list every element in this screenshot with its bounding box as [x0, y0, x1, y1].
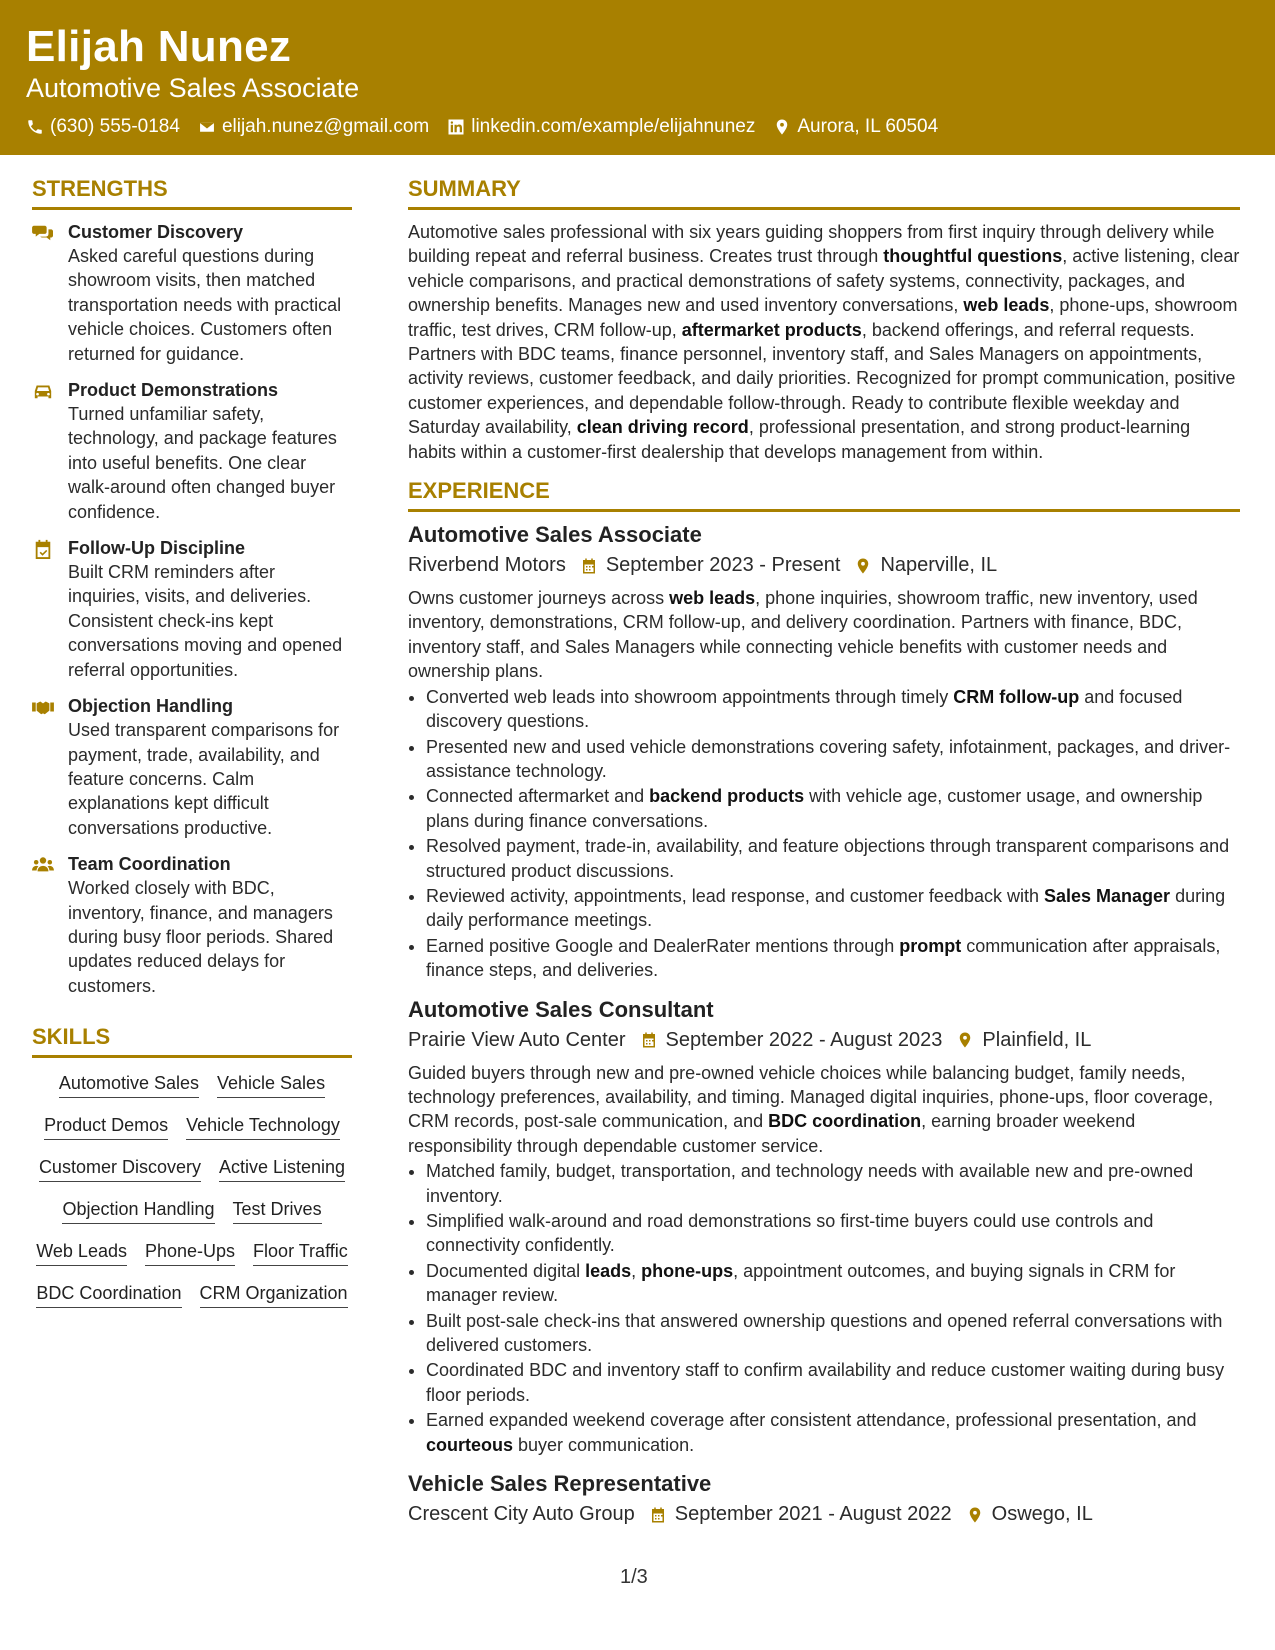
job-bullet — [426, 1209, 1240, 1258]
strengths-heading: STRENGTHS — [32, 176, 352, 210]
skills-list — [32, 1068, 352, 1312]
text-segment: , professional presentation, and strong product-learning habits within a customer-first dealership that develops management from within. — [408, 417, 1191, 462]
contact-bar — [26, 116, 938, 138]
text-segment: Documented digital — [426, 1260, 586, 1281]
bold-text: web leads — [669, 588, 756, 609]
skill-tag: Floor Traffic — [253, 1240, 348, 1266]
text-segment: buyer communication. — [513, 1434, 695, 1455]
job-dates: September 2021 - August 2022 — [674, 1503, 952, 1526]
text-segment: Presented new and used vehicle demonstrations covering safety, infotainment, packages, and driver-assistance technology. — [426, 736, 1231, 781]
job-entry — [408, 522, 1240, 983]
text-segment: Earned expanded weekend coverage after consistent attendance, professional presentation, and — [426, 1410, 1197, 1431]
text-segment: Matched family, budget, transportation, and technology needs with available new and pre-owned inventory. — [426, 1161, 1194, 1206]
job-dates: September 2022 - August 2023 — [665, 1028, 943, 1051]
bold-text: BDC coordination — [768, 1111, 922, 1132]
bold-text: backend products — [649, 786, 805, 807]
text-segment: Guided buyers through new and pre-owned vehicle choices while balancing budget, family needs, technology preferences, availability, and timing. Managed digital inquiries, phone-ups, floor coverage, CRM records, post-sale communication, and — [408, 1062, 1214, 1132]
strength-item — [32, 852, 352, 998]
contact-location — [773, 116, 938, 138]
job-description — [408, 1061, 1240, 1159]
text-segment: , phone inquiries, showroom traffic, new inventory, used inventory, demonstrations, CRM follow-up, and delivery coordination. Partners with finance, BDC, inventory staff, and Sales Managers while connecting vehicle benefits with customer needs and ownership plans. — [408, 588, 1198, 682]
job-bullet — [426, 1358, 1240, 1407]
job-bullet — [426, 735, 1240, 784]
job-title: Automotive Sales Associate — [408, 522, 702, 548]
page-number: 1/3 — [620, 1566, 648, 1588]
strength-desc: Used transparent comparisons for payment, trade, availability, and feature concerns. Calm explanations kept difficult conversations productive. — [68, 720, 340, 838]
chat-bubbles-icon — [32, 223, 54, 243]
job-bullet — [426, 1259, 1240, 1308]
phone-icon — [26, 118, 44, 136]
strength-item — [32, 694, 352, 840]
right-column — [408, 176, 1240, 1540]
text-segment: Coordinated BDC and inventory staff to confirm availability and reduce customer waiting during busy floor periods. — [426, 1360, 1225, 1405]
text-segment: Connected aftermarket and — [426, 786, 650, 807]
location-pin-icon — [854, 557, 872, 575]
strength-title: Follow-Up Discipline — [68, 538, 246, 559]
job-dates: September 2023 - Present — [605, 554, 841, 577]
text-segment: Earned positive Google and DealerRater mentions through — [426, 935, 900, 956]
text-segment: , phone-ups, showroom traffic, test drives, CRM follow-up, — [408, 295, 1238, 340]
strength-desc: Asked careful questions during showroom visits, then matched transportation needs with practical vehicle choices. Customers often returned for guidance. — [68, 246, 342, 364]
skills-section — [32, 1024, 352, 1312]
text-segment: Resolved payment, trade-in, availability, and feature objections through transparent comparisons and structured product discussions. — [426, 836, 1230, 881]
skill-tag: Web Leads — [36, 1240, 127, 1266]
text-segment: , appointment outcomes, and buying signals in CRM for manager review. — [426, 1260, 1176, 1306]
left-column — [32, 176, 352, 1312]
job-bullets — [408, 1159, 1240, 1457]
strength-title: Team Coordination — [68, 854, 231, 875]
location-pin-icon — [773, 118, 791, 136]
text-segment: and focused discovery questions. — [426, 686, 1183, 732]
car-icon — [32, 381, 54, 401]
strength-item — [32, 220, 352, 366]
handshake-icon — [32, 697, 54, 717]
strength-desc: Built CRM reminders after inquiries, visits, and deliveries. Consistent check-ins kept conversations moving and opened referral opportunities. — [68, 562, 343, 680]
job-location: Naperville, IL — [880, 554, 998, 577]
bold-text: CRM follow-up — [953, 686, 1080, 707]
skill-tag: Customer Discovery — [39, 1156, 201, 1182]
job-location: Plainfield, IL — [982, 1028, 1092, 1051]
skill-tag: Test Drives — [233, 1198, 322, 1224]
linkedin-icon — [447, 118, 465, 136]
job-bullet — [426, 934, 1240, 983]
contact-email-text: elijah.nunez@gmail.com — [221, 116, 430, 137]
job-entry — [408, 1471, 1240, 1526]
resume-header — [0, 0, 1275, 155]
location-pin-icon — [956, 1031, 974, 1049]
contact-phone[interactable] — [26, 116, 180, 138]
job-bullet — [426, 784, 1240, 833]
text-segment: , backend offerings, and referral requests. Partners with BDC teams, finance personnel, inventory staff, and Sales Managers on appointments, activity reviews, customer feedback, and daily priorities. Recognized for prompt communication, positive customer experiences, and dependable follow-through. Ready to contribute flexible weekday and Saturday availability, — [408, 319, 1236, 438]
skill-tag: Objection Handling — [62, 1198, 214, 1224]
strength-title: Objection Handling — [68, 696, 233, 717]
text-segment: Automotive sales professional with six years guiding shoppers from first inquiry through delivery while building repeat and referral business. Creates trust through — [408, 222, 1215, 267]
job-bullet — [426, 1159, 1240, 1208]
bold-text: leads — [585, 1260, 632, 1281]
summary-text — [408, 220, 1240, 464]
text-segment: , — [631, 1260, 642, 1281]
strength-title: Product Demonstrations — [68, 380, 279, 401]
job-meta — [408, 1029, 1240, 1052]
text-segment: Converted web leads into showroom appointments through timely — [426, 686, 954, 707]
experience-heading: EXPERIENCE — [408, 478, 1240, 512]
bold-text: prompt — [899, 935, 962, 956]
contact-phone-text: (630) 555-0184 — [50, 116, 180, 137]
job-location: Oswego, IL — [991, 1503, 1093, 1526]
skill-tag: Automotive Sales — [59, 1072, 199, 1098]
bold-text: Sales Manager — [1044, 885, 1171, 906]
users-icon — [32, 855, 54, 875]
skill-tag: Active Listening — [219, 1156, 345, 1182]
skill-tag: CRM Organization — [200, 1282, 348, 1308]
job-company: Prairie View Auto Center — [408, 1028, 626, 1051]
summary-heading: SUMMARY — [408, 176, 1240, 210]
bold-text: phone-ups — [641, 1260, 734, 1281]
job-bullet — [426, 685, 1240, 734]
experience-list — [408, 522, 1240, 1526]
text-segment: Owns customer journeys across — [408, 588, 670, 609]
job-bullet — [426, 834, 1240, 883]
text-segment: , earning broader weekend responsibility through dependable customer service. — [408, 1111, 1136, 1156]
job-meta — [408, 554, 1240, 577]
email-icon — [198, 118, 216, 136]
calendar-icon — [649, 1506, 667, 1524]
strength-desc: Worked closely with BDC, inventory, finance, and managers during busy floor periods. Shared updates reduced delays for customers. — [68, 878, 334, 996]
bold-text: web leads — [963, 295, 1050, 316]
job-bullet — [426, 884, 1240, 933]
job-company: Crescent City Auto Group — [408, 1503, 635, 1526]
job-title: Automotive Sales Consultant — [408, 996, 714, 1022]
strength-item — [32, 536, 352, 682]
calendar-icon — [640, 1031, 658, 1049]
job-description — [408, 586, 1240, 684]
strength-desc: Turned unfamiliar safety, technology, and package features into useful benefits. One clear walk-around often changed buyer confidence. — [68, 404, 337, 522]
strength-title: Customer Discovery — [68, 222, 244, 242]
location-pin-icon — [966, 1506, 984, 1524]
job-title: Vehicle Sales Representative — [408, 1471, 712, 1497]
contact-linkedin[interactable] — [447, 116, 755, 138]
calendar-check-icon — [32, 539, 54, 559]
bold-text: courteous — [426, 1434, 514, 1455]
strength-item — [32, 378, 352, 524]
skill-tag: Vehicle Technology — [186, 1114, 340, 1140]
job-bullet — [426, 1408, 1240, 1457]
skill-tag: Vehicle Sales — [217, 1072, 325, 1098]
skill-tag: Product Demos — [44, 1114, 168, 1140]
text-segment: with vehicle age, customer usage, and ownership plans during finance conversations. — [426, 786, 1203, 831]
candidate-title: Automotive Sales Associate — [26, 73, 360, 103]
skill-tag: Phone-Ups — [145, 1240, 235, 1266]
skill-tag: BDC Coordination — [36, 1282, 181, 1308]
job-entry — [408, 997, 1240, 1458]
contact-email[interactable] — [198, 116, 429, 138]
job-meta — [408, 1503, 1240, 1526]
calendar-icon — [580, 557, 598, 575]
job-bullet — [426, 1309, 1240, 1358]
skills-heading: SKILLS — [32, 1024, 352, 1058]
text-segment: Built post-sale check-ins that answered ownership questions and opened referral conversations with delivered customers. — [426, 1310, 1223, 1356]
bold-text: clean driving record — [576, 417, 749, 438]
text-segment: during daily performance meetings. — [426, 885, 1226, 931]
bold-text: aftermarket products — [681, 319, 862, 340]
text-segment: communication after appraisals, finance steps, and deliveries. — [426, 935, 1221, 981]
bold-text: thoughtful questions — [883, 246, 1063, 267]
contact-location-text: Aurora, IL 60504 — [797, 116, 939, 137]
job-company: Riverbend Motors — [408, 554, 566, 577]
job-bullets — [408, 685, 1240, 983]
text-segment: , active listening, clear vehicle comparisons, and practical demonstrations of safety systems, connectivity, packages, and ownership benefits. Manages new and used inventory conversations, — [408, 246, 1240, 316]
text-segment: Simplified walk-around and road demonstrations so first-time buyers could use controls and connectivity confidently. — [426, 1211, 1154, 1256]
candidate-name: Elijah Nunez — [26, 22, 292, 71]
contact-linkedin-text: linkedin.com/example/elijahnunez — [471, 116, 756, 137]
text-segment: Reviewed activity, appointments, lead response, and customer feedback with — [426, 885, 1044, 906]
